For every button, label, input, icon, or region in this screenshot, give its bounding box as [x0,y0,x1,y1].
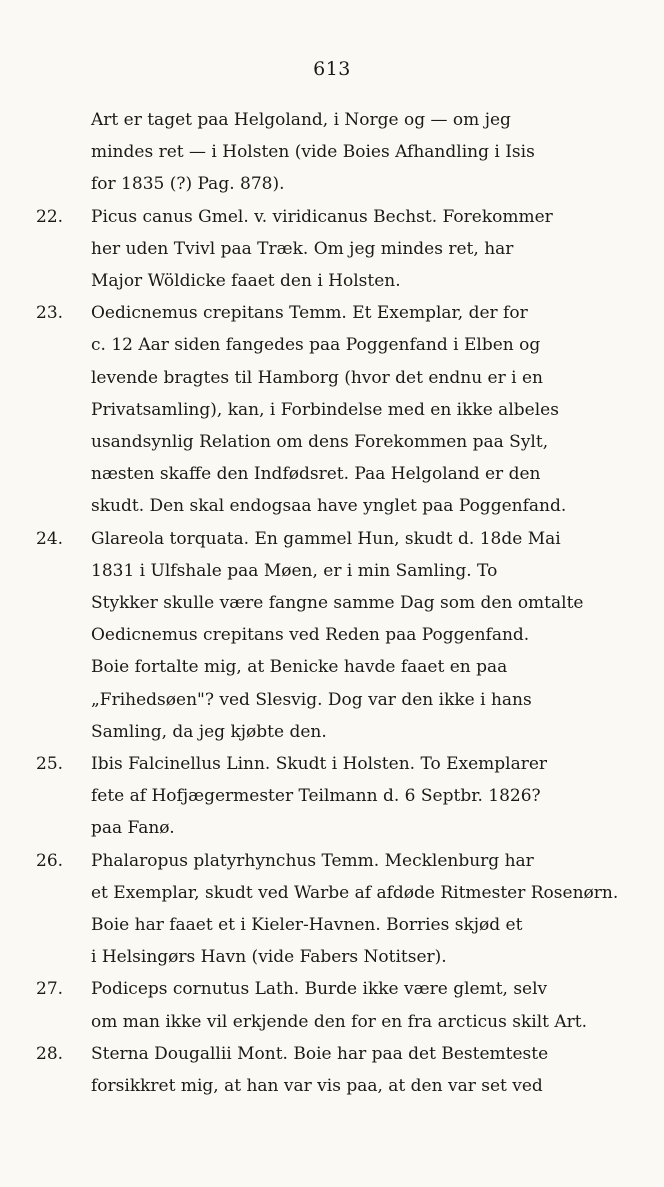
text-line: Stykker skulle være fangne samme Dag som den omtalte [91,593,584,613]
text-line: „Frihedsøen"? ved Slesvig. Dog var den ikke i hans [91,690,532,710]
text-line: paa Fanø. [91,818,175,838]
text-line: Boie har faaet et i Kieler-Havnen. Borries skjød et [91,915,523,935]
text-line: Sterna Dougallii Mont. Boie har paa det Bestemteste [91,1044,549,1064]
text-line: Glareola torquata. En gammel Hun, skudt d. 18de Mai [91,529,561,549]
text-line: Phalaropus platyrhynchus Temm. Mecklenburg har [91,851,534,871]
text-line: fete af Hofjægermester Teilmann d. 6 Septbr. 1826? [91,786,541,806]
text-line: her uden Tvivl paa Træk. Om jeg mindes ret, har [91,239,514,259]
text-line: Oedicnemus crepitans Temm. Et Exemplar, der for [91,303,528,323]
text-line: 1831 i Ulfshale paa Møen, er i min Samling. To [91,561,498,581]
text-line: Boie fortalte mig, at Benicke havde faaet en paa [91,657,508,677]
entry-number: 23. [36,303,64,323]
text-line: Art er taget paa Helgoland, i Norge og — om jeg [91,110,511,130]
text-line: Oedicnemus crepitans ved Reden paa Poggenfand. [91,625,530,645]
text-line: Ibis Falcinellus Linn. Skudt i Holsten. To Exemplarer [91,754,548,774]
entry-number: 22. [36,207,64,227]
page-number: 613 [313,58,351,80]
entry-number: 27. [36,979,64,999]
text-line: om man ikke vil erkjende den for en fra arcticus skilt Art. [91,1012,588,1032]
text-line: et Exemplar, skudt ved Warbe af afdøde Ritmester Rosenørn. [91,883,619,903]
text-line: i Helsingørs Havn (vide Fabers Notitser). [91,947,447,967]
text-line: Privatsamling), kan, i Forbindelse med en ikke albeles [91,400,559,420]
entry-number: 26. [36,851,64,871]
text-line: skudt. Den skal endogsaa have ynglet paa Poggenfand. [91,496,567,516]
text-line: usandsynlig Relation om dens Forekommen paa Sylt, [91,432,549,452]
entry-number: 24. [36,529,64,549]
text-line: næsten skaffe den Indfødsret. Paa Helgoland er den [91,464,541,484]
text-line: for 1835 (?) Pag. 878). [91,174,285,194]
text-line: Major Wöldicke faaet den i Holsten. [91,271,401,291]
text-line: Podiceps cornutus Lath. Burde ikke være glemt, selv [91,979,548,999]
text-line: Picus canus Gmel. v. viridicanus Bechst. Forekommer [91,207,553,227]
text-line: mindes ret — i Holsten (vide Boies Afhandling i Isis [91,142,535,162]
entry-number: 28. [36,1044,64,1064]
text-line: Samling, da jeg kjøbte den. [91,722,327,742]
text-line: forsikkret mig, at han var vis paa, at den var set ved [91,1076,543,1096]
text-line: levende bragtes til Hamborg (hvor det endnu er i en [91,368,543,388]
entry-number: 25. [36,754,64,774]
text-line: c. 12 Aar siden fangedes paa Poggenfand i Elben og [91,335,541,355]
